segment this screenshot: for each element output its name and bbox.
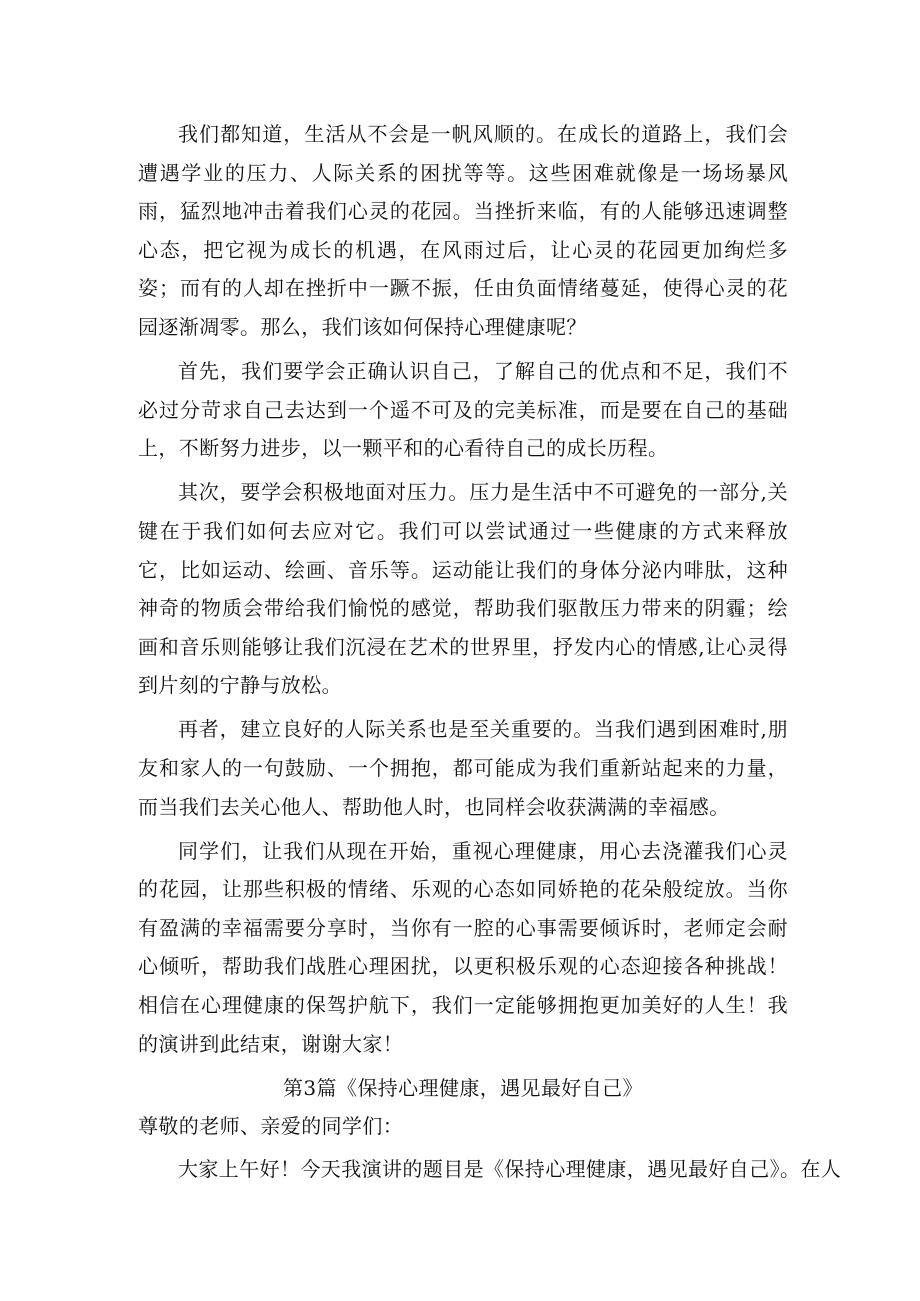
salutation: 尊敬的老师、亲爱的同学们： <box>138 1114 404 1139</box>
section-heading: 第3篇《保持心理健康，遇见最好自己》 <box>283 1075 643 1100</box>
paragraph-greeting: 大家上午好！今天我演讲的题目是《保持心理健康，遇见最好自己》。在人 <box>178 1156 842 1181</box>
paragraph-intro: 我们都知道，生活从不会是一帆风顺的。在成长的道路上，我们会遭遇学业的压力、人际关系的困扰等等。这些困难就像是一场场暴风雨，猛烈地冲击着我们心灵的花园。当挫折来临，有的人能够迅速调整心态，把它视为成长的机遇，在风雨过后，让心灵的花园更加绚烂多姿；而有的人却在挫折中一蹶不振，任由负面情绪蔓延，使得心灵的花园逐渐凋零。那么，我们该如何保持心理健康呢？ <box>138 122 788 339</box>
document-body <box>138 115 842 1189</box>
paragraph-conclusion: 同学们，让我们从现在开始，重视心理健康，用心去浇灌我们心灵的花园，让那些积极的情绪、乐观的心态如同娇艳的花朵般绽放。当你有盈满的幸福需要分享时，当你有一腔的心事需要倾诉时，老师定会耐心倾听，帮助我们战胜心理困扰，以更积极乐观的心态迎接各种挑战！相信在心理健康的保驾护航下，我们一定能够拥抱更加美好的人生！我的演讲到此结束，谢谢大家！ <box>138 838 788 1056</box>
paragraph-second-point: 其次，要学会积极地面对压力。压力是生活中不可避免的一部分,关键在于我们如何去应对它。我们可以尝试通过一些健康的方式来释放它，比如运动、绘画、音乐等。运动能让我们的身体分泌内啡肽，这种神奇的物质会带给我们愉悦的感觉，帮助我们驱散压力带来的阴霾；绘画和音乐则能够让我们沉浸在艺术的世界里，抒发内心的情感,让心灵得到片刻的宁静与放松。 <box>138 480 788 698</box>
paragraph-first-point: 首先，我们要学会正确认识自己，了解自己的优点和不足，我们不必过分苛求自己去达到一个遥不可及的完美标准，而是要在自己的基础上，不断努力进步，以一颗平和的心看待自己的成长历程。 <box>138 359 788 461</box>
paragraph-third-point: 再者，建立良好的人际关系也是至关重要的。当我们遇到困难时,朋友和家人的一句鼓励、一个拥抱，都可能成为我们重新站起来的力量，而当我们去关心他人、帮助他人时，也同样会收获满满的幸福感。 <box>138 717 788 819</box>
